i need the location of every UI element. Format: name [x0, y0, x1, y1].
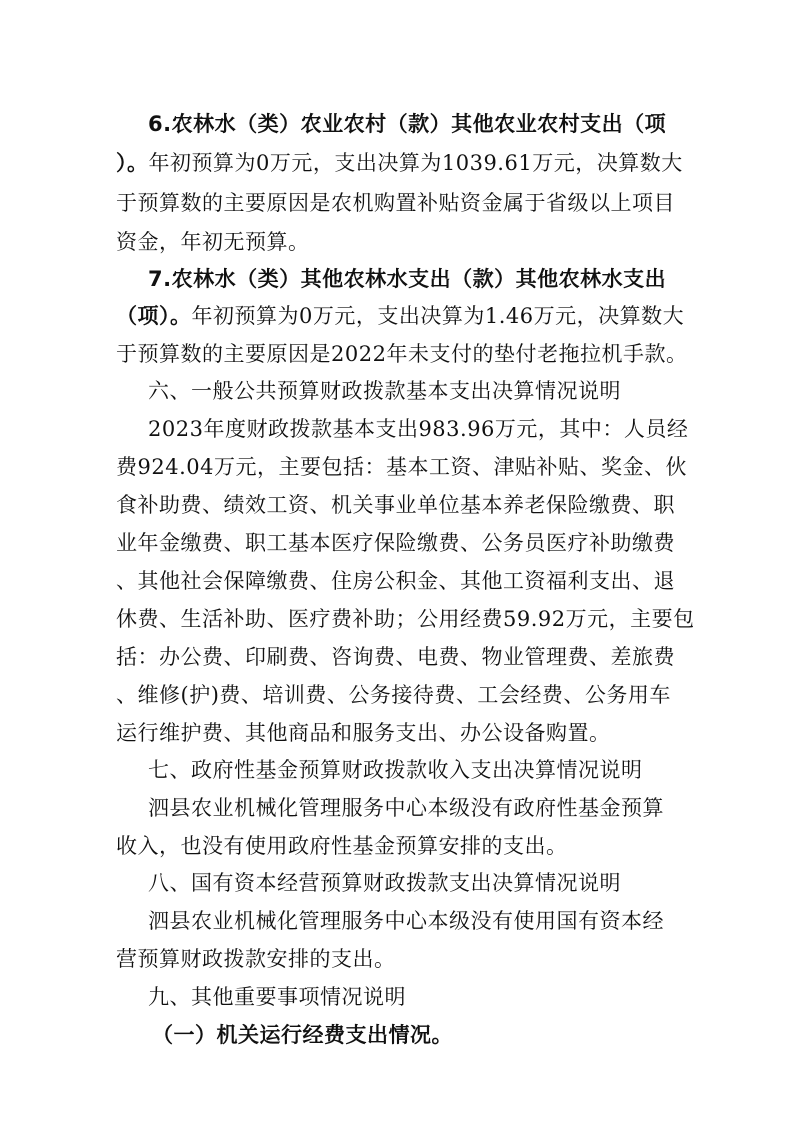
paragraph-text: 年初预算为0万元，支出决算为1.46万元，决算数大 — [191, 304, 685, 328]
paragraph-text: 收入，也没有使用政府性基金预算安排的支出。 — [116, 834, 568, 858]
text-line — [116, 491, 675, 519]
paragraph-text: 泗县农业机械化管理服务中心本级没有政府性基金预算 — [148, 796, 664, 820]
paragraph-text: 营预算财政拨款安排的支出。 — [116, 947, 396, 971]
text-line — [116, 340, 687, 368]
section-7-title: 7.农林水（类）其他农林水支出（款）其他农林水支出 — [148, 267, 667, 291]
heading-seven: 七、政府性基金预算财政拨款收入支出决算情况说明 — [148, 758, 643, 782]
text-line — [116, 228, 310, 256]
heading-nine: 九、其他重要事项情况说明 — [148, 985, 406, 1009]
text-line — [116, 945, 396, 973]
text-line — [116, 643, 675, 671]
paragraph-text: 运行维护费、其他商品和服务支出、办公设备购置。 — [116, 721, 611, 745]
paragraph-text: 、其他社会保障缴费、住房公积金、其他工资福利支出、退 — [116, 569, 675, 593]
paragraph-text: 2023年度财政拨款基本支出983.96万元，其中：人员经 — [148, 417, 689, 441]
text-line — [116, 605, 695, 633]
text-line — [148, 265, 666, 293]
text-line — [116, 529, 675, 557]
text-line — [148, 869, 621, 897]
paragraph-text: 资金，年初无预算。 — [116, 230, 310, 254]
subsection-title: （一）机关运行经费支出情况。 — [152, 1023, 453, 1047]
text-line — [116, 681, 671, 709]
text-line — [116, 189, 675, 217]
paragraph-text: 泗县农业机械化管理服务中心本级没有使用国有资本经 — [148, 909, 664, 933]
section-7-title-end: （项）。 — [116, 304, 192, 328]
paragraph-text: 于预算数的主要原因是2022年未支付的垫付老拖拉机手款。 — [116, 342, 688, 366]
text-line — [116, 567, 675, 595]
paragraph-text: 、维修(护)费、培训费、公务接待费、工会经费、公务用车 — [116, 683, 671, 707]
heading-six: 六、一般公共预算财政拨款基本支出决算情况说明 — [148, 379, 621, 403]
text-line — [148, 110, 666, 138]
paragraph-text: 业年金缴费、职工基本医疗保险缴费、公务员医疗补助缴费 — [116, 531, 675, 555]
heading-eight: 八、国有资本经营预算财政拨款支出决算情况说明 — [148, 871, 621, 895]
text-line — [148, 756, 643, 784]
section-6-title: 6.农林水（类）农业农村（款）其他农业农村支出（项 — [148, 112, 667, 136]
text-line — [116, 149, 683, 177]
paragraph-text: 括：办公费、印刷费、咨询费、电费、物业管理费、差旅费 — [116, 645, 675, 669]
text-line — [116, 453, 687, 481]
section-6-title-end: ）。 — [116, 151, 149, 175]
text-line — [116, 302, 684, 330]
text-line — [116, 719, 611, 747]
text-line — [116, 832, 568, 860]
paragraph-text: 年初预算为0万元，支出决算为1039.61万元，决算数大 — [148, 151, 683, 175]
text-line — [148, 983, 406, 1011]
paragraph-text: 食补助费、绩效工资、机关事业单位基本养老保险缴费、职 — [116, 493, 675, 517]
paragraph-text: 于预算数的主要原因是农机购置补贴资金属于省级以上项目 — [116, 191, 675, 215]
text-line — [148, 794, 664, 822]
paragraph-text: 费924.04万元，主要包括：基本工资、津贴补贴、奖金、伙 — [116, 455, 687, 479]
text-line — [148, 377, 621, 405]
text-line — [148, 907, 664, 935]
text-line — [148, 415, 688, 443]
text-line — [152, 1021, 453, 1049]
paragraph-text: 休费、生活补助、医疗费补助；公用经费59.92万元，主要包 — [116, 607, 695, 631]
